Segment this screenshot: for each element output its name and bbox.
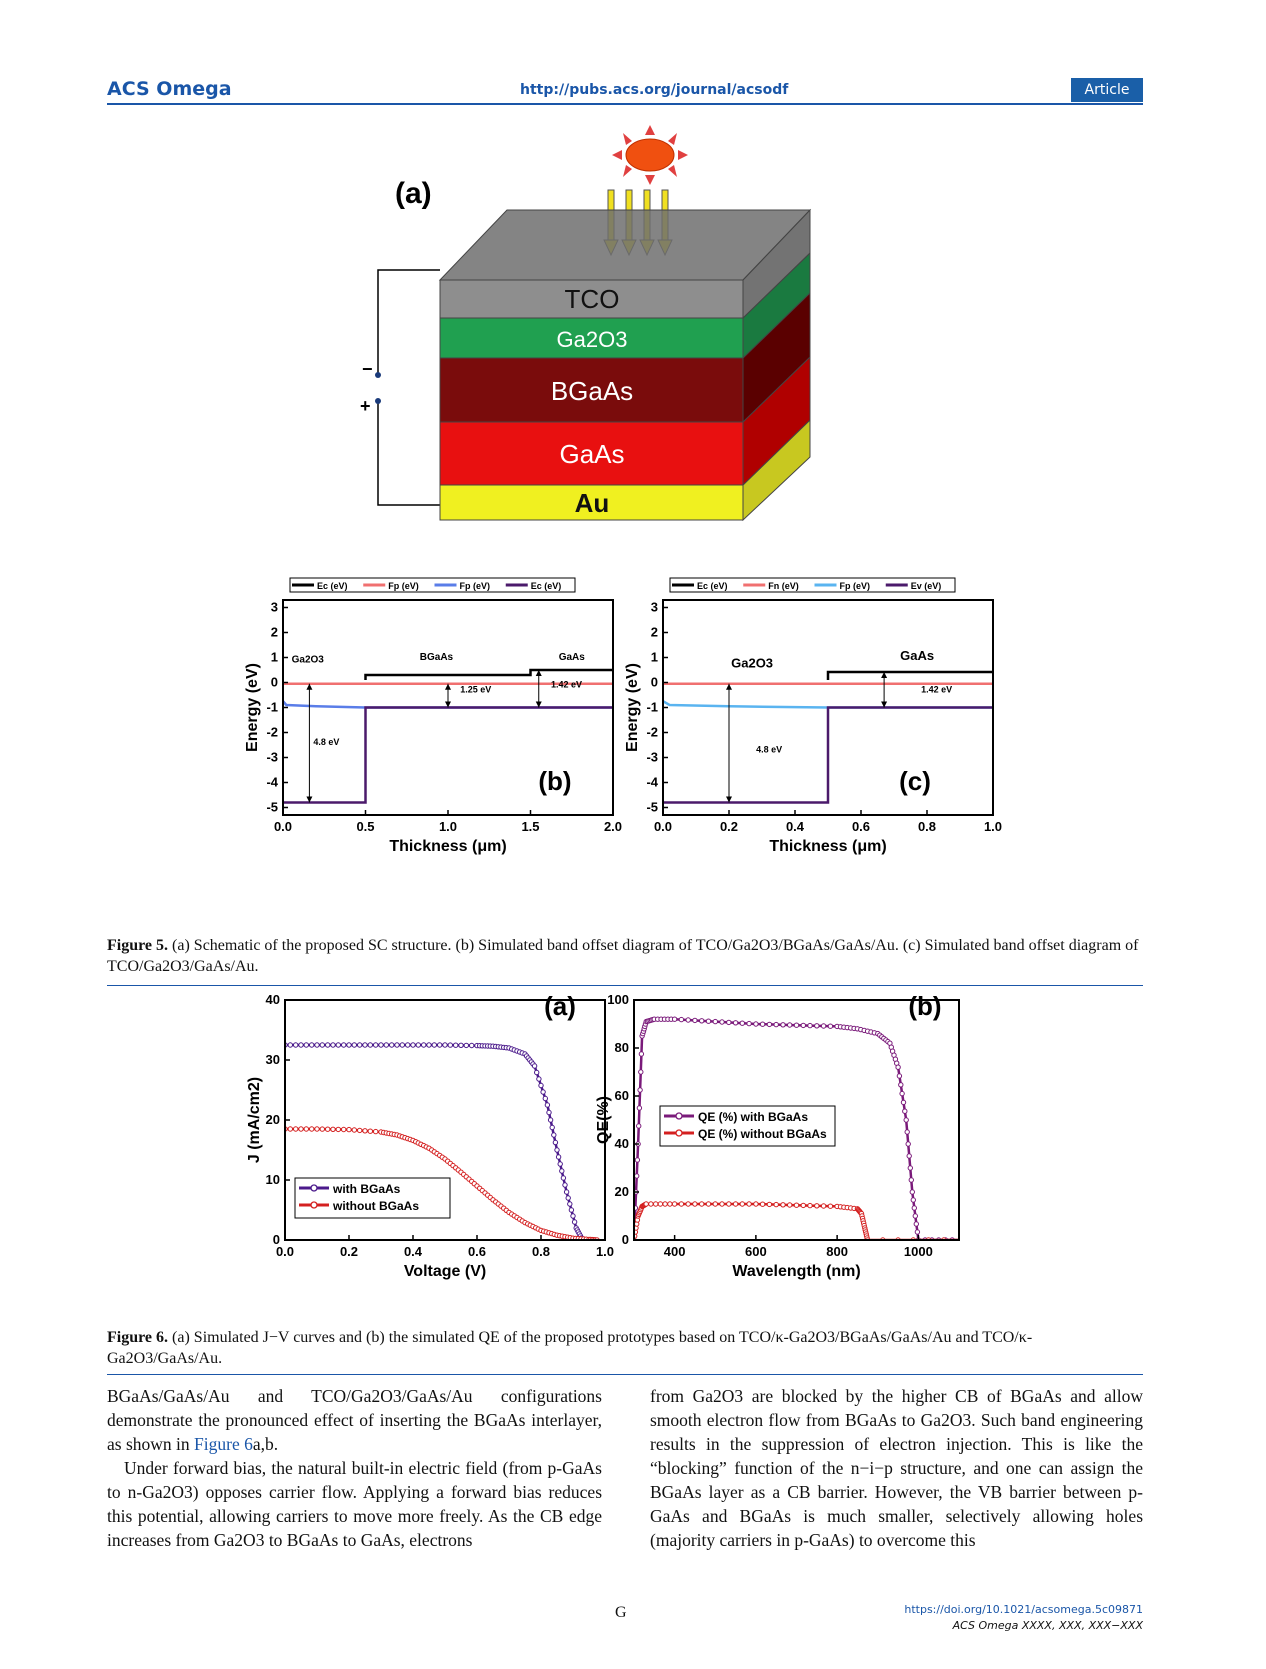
y-tick-label: -2	[646, 724, 658, 740]
data-point	[336, 1043, 340, 1047]
legend-label: Ec (eV)	[697, 581, 728, 591]
data-point	[560, 1169, 564, 1173]
data-point	[903, 1109, 907, 1113]
page-number: G	[615, 1604, 627, 1621]
data-point	[706, 1202, 710, 1206]
x-tick-label: 0.8	[917, 819, 937, 834]
journal-name[interactable]: ACS Omega	[107, 78, 232, 100]
data-point	[679, 1202, 683, 1206]
x-tick-label: 1.0	[595, 1244, 615, 1259]
y-tick-label: -3	[266, 749, 278, 765]
panel-label: (b)	[908, 991, 942, 1021]
header-rule	[107, 103, 1143, 105]
data-point	[552, 1133, 556, 1137]
data-point	[331, 1127, 335, 1131]
data-point	[794, 1203, 798, 1207]
y-tick-label: 60	[614, 1088, 629, 1103]
data-point	[416, 1043, 420, 1047]
data-point	[686, 1202, 690, 1206]
x-axis-label: Thickness (μm)	[389, 838, 507, 855]
y-tick-label: 40	[614, 1136, 629, 1151]
region-label: Ga2O3	[291, 654, 324, 666]
data-point	[294, 1127, 298, 1131]
citation: ACS Omega XXXX, XXX, XXX−XXX	[952, 1619, 1143, 1632]
region-label: GaAs	[558, 652, 585, 663]
data-point	[774, 1202, 778, 1206]
data-point	[406, 1043, 410, 1047]
band-gap-label: 1.42 eV	[551, 679, 583, 690]
legend-label: without BGaAs	[333, 1199, 419, 1213]
data-point	[454, 1043, 458, 1047]
data-point	[679, 1017, 683, 1021]
panel-label: (c)	[899, 766, 931, 796]
data-point	[904, 1118, 908, 1122]
data-point	[342, 1043, 346, 1047]
data-point	[411, 1043, 415, 1047]
legend-label: Fp (eV)	[459, 581, 490, 591]
x-tick-label: 1.5	[521, 819, 540, 834]
x-tick-label: 0.0	[275, 1244, 295, 1259]
data-point	[432, 1043, 436, 1047]
data-point	[545, 1103, 549, 1107]
data-point	[767, 1022, 771, 1026]
data-point	[911, 1198, 915, 1202]
data-point	[896, 1065, 900, 1069]
data-point	[342, 1127, 346, 1131]
layer-label-tco: TCO	[564, 284, 620, 314]
data-point	[713, 1019, 717, 1023]
y-tick-label: 20	[614, 1184, 629, 1199]
data-point	[384, 1043, 388, 1047]
data-point	[672, 1017, 676, 1021]
doi-link[interactable]: https://doi.org/10.1021/acsomega.5c09871	[904, 1603, 1143, 1616]
data-point	[760, 1202, 764, 1206]
y-tick-label: -3	[646, 749, 658, 765]
y-tick-label: 2	[270, 624, 278, 640]
data-point	[720, 1020, 724, 1024]
y-tick-label: -5	[646, 799, 658, 815]
figure5c-chart	[624, 581, 1005, 920]
y-tick-label: -4	[646, 774, 658, 790]
data-point	[828, 1024, 832, 1028]
data-point	[801, 1023, 805, 1027]
x-tick-label: 0.2	[339, 1244, 359, 1259]
region-label: GaAs	[900, 648, 935, 663]
data-point	[379, 1043, 383, 1047]
data-point	[638, 1088, 642, 1092]
data-point	[299, 1043, 303, 1047]
data-point	[368, 1043, 372, 1047]
data-point	[740, 1021, 744, 1025]
data-point	[915, 1230, 919, 1234]
data-point	[740, 1202, 744, 1206]
legend-label: with BGaAs	[333, 1182, 401, 1196]
data-point	[561, 1176, 565, 1180]
y-axis-label: QE(%)	[595, 1096, 612, 1144]
y-tick-label: 0	[621, 1232, 629, 1247]
x-tick-label: 400	[663, 1244, 686, 1259]
x-tick-label: 0.4	[785, 819, 805, 834]
x-tick-label: 0.0	[273, 819, 293, 834]
data-point	[899, 1083, 903, 1087]
data-point	[821, 1024, 825, 1028]
figure5-rule	[107, 985, 1143, 986]
data-point	[294, 1043, 298, 1047]
article-badge: Article	[1071, 78, 1143, 102]
data-point	[733, 1202, 737, 1206]
y-tick-label: 0	[650, 674, 658, 690]
data-point	[914, 1222, 918, 1226]
panel-label: (b)	[538, 766, 572, 796]
data-point	[910, 1190, 914, 1194]
legend-label: Ev (eV)	[910, 581, 942, 591]
y-tick-label: 20	[265, 1112, 280, 1127]
data-point	[326, 1043, 330, 1047]
figure5b-chart	[244, 581, 625, 920]
x-tick-label: 2.0	[603, 819, 623, 834]
data-point	[288, 1127, 292, 1131]
x-axis-label: Thickness (μm)	[769, 838, 887, 855]
band-gap-label: 4.8 eV	[313, 737, 340, 747]
y-tick-label: 0	[272, 1232, 280, 1247]
data-point	[572, 1220, 576, 1224]
data-point	[358, 1043, 362, 1047]
data-point	[358, 1128, 362, 1132]
data-point	[672, 1202, 676, 1206]
y-tick-label: 80	[614, 1040, 629, 1055]
data-point	[713, 1202, 717, 1206]
data-point	[767, 1202, 771, 1206]
data-point	[310, 1127, 314, 1131]
data-point	[828, 1204, 832, 1208]
plus-terminal: +	[360, 396, 371, 416]
legend-label: Ec (eV)	[530, 581, 562, 591]
data-point	[566, 1196, 570, 1200]
band-gap-label: 1.25 eV	[460, 684, 492, 695]
figure6a-chart	[246, 991, 625, 1305]
data-point	[347, 1127, 351, 1131]
data-point	[368, 1129, 372, 1133]
x-tick-label: 1.0	[983, 819, 1003, 834]
y-tick-label: -1	[266, 699, 278, 715]
panel-label: (a)	[544, 991, 576, 1021]
data-point	[658, 1202, 662, 1206]
data-point	[569, 1208, 573, 1212]
data-point	[913, 1214, 917, 1218]
data-point	[558, 1162, 562, 1166]
data-point	[532, 1064, 536, 1068]
data-point	[299, 1127, 303, 1131]
data-point	[747, 1021, 751, 1025]
paragraph-2: Under forward bias, the natural built-in electric field (from p-GaAs to n-Ga2O3) opposes carrier flow. Applying a forward bias reduces this potential, allowing carriers to move more freely. As the CB edge increases from Ga2O3 to BGaAs to GaAs, electrons	[107, 1458, 602, 1550]
data-point	[720, 1202, 724, 1206]
data-point	[637, 1106, 641, 1110]
data-point	[395, 1043, 399, 1047]
y-tick-label: 10	[265, 1172, 280, 1187]
legend-marker	[676, 1130, 682, 1136]
figure6-caption-text: (a) Simulated J−V curves and (b) the simulated QE of the proposed prototypes based on TCO/κ-Ga2O3/BGaAs/GaAs/Au and TCO/κ-Ga2O3/GaAs/Au.	[107, 1329, 1033, 1367]
data-point	[760, 1022, 764, 1026]
data-point	[310, 1043, 314, 1047]
data-point	[635, 1174, 639, 1178]
legend-marker	[311, 1202, 317, 1208]
data-point	[564, 1190, 568, 1194]
data-point	[781, 1203, 785, 1207]
data-point	[663, 1202, 667, 1206]
data-point	[541, 1090, 545, 1094]
y-tick-label: -1	[646, 699, 658, 715]
data-point	[326, 1127, 330, 1131]
data-point	[637, 1124, 641, 1128]
data-point	[304, 1127, 308, 1131]
data-point	[363, 1129, 367, 1133]
data-point	[754, 1022, 758, 1026]
data-point	[537, 1077, 541, 1081]
y-tick-label: 1	[650, 649, 658, 665]
data-point	[422, 1043, 426, 1047]
data-point	[320, 1043, 324, 1047]
data-point	[550, 1125, 554, 1129]
data-point	[470, 1043, 474, 1047]
y-axis-label: J (mA/cm2)	[246, 1076, 263, 1164]
series-line-0	[366, 670, 614, 680]
data-point	[733, 1021, 737, 1025]
x-tick-label: 0.8	[531, 1244, 551, 1259]
data-point	[727, 1202, 731, 1206]
series-line-3	[663, 708, 993, 803]
y-tick-label: 3	[270, 599, 278, 615]
data-point	[347, 1043, 351, 1047]
sun-icon	[612, 125, 688, 185]
data-point	[539, 1083, 543, 1087]
x-tick-label: 1.0	[438, 819, 458, 834]
y-tick-label: 1	[270, 649, 278, 665]
data-point	[774, 1022, 778, 1026]
x-tick-label: 0.0	[653, 819, 673, 834]
data-point	[438, 1043, 442, 1047]
layer-label-bgaas: BGaAs	[550, 376, 634, 406]
x-tick-label: 0.6	[851, 819, 871, 834]
data-point	[427, 1043, 431, 1047]
data-point	[304, 1043, 308, 1047]
data-point	[374, 1043, 378, 1047]
data-point	[563, 1183, 567, 1187]
y-tick-label: -2	[266, 724, 278, 740]
data-point	[639, 1052, 643, 1056]
figure5a-schematic	[360, 125, 880, 555]
data-point	[288, 1043, 292, 1047]
data-point	[543, 1096, 547, 1100]
data-point	[400, 1043, 404, 1047]
legend-label: Fp (eV)	[388, 581, 419, 591]
series-line-0	[828, 672, 993, 680]
legend-label: QE (%) with BGaAs	[698, 1110, 809, 1124]
data-point	[747, 1202, 751, 1206]
data-point	[906, 1142, 910, 1146]
data-point	[909, 1178, 913, 1182]
data-point	[363, 1043, 367, 1047]
data-point	[336, 1127, 340, 1131]
data-point	[700, 1202, 704, 1206]
data-point	[315, 1127, 319, 1131]
data-point	[331, 1043, 335, 1047]
band-gap-label: 4.8 eV	[756, 744, 783, 755]
minus-terminal: −	[362, 359, 373, 379]
layer-label-ga2o3: Ga2O3	[556, 327, 628, 352]
data-point	[315, 1043, 319, 1047]
paragraph-1: BGaAs/GaAs/Au and TCO/Ga2O3/GaAs/Au configurations demonstrate the pronounced effect of inserting the BGaAs interlayer, as shown in Figure 6a,b.	[107, 1386, 602, 1454]
layer-label-gaas: GaAs	[559, 439, 625, 469]
figure5a-label: (a)	[395, 177, 432, 210]
data-point	[568, 1202, 572, 1206]
data-point	[788, 1023, 792, 1027]
figure6-rule	[107, 1374, 1143, 1375]
data-point	[320, 1127, 324, 1131]
data-point	[900, 1091, 904, 1095]
data-point	[654, 1202, 658, 1206]
x-axis-label: Voltage (V)	[403, 1263, 487, 1280]
data-point	[668, 1202, 672, 1206]
y-tick-label: 2	[650, 624, 658, 640]
legend-label: Ec (eV)	[317, 581, 348, 591]
figure5-caption-text: (a) Schematic of the proposed SC structure. (b) Simulated band offset diagram of TCO/Ga2O3/BGaAs/GaAs/Au. (c) Simulated band offset diagram of TCO/Ga2O3/GaAs/Au.	[107, 937, 1139, 975]
data-point	[553, 1140, 557, 1144]
data-point	[727, 1020, 731, 1024]
y-tick-label: -5	[266, 799, 278, 815]
data-point	[548, 1118, 552, 1122]
data-point	[801, 1203, 805, 1207]
x-tick-label: 0.5	[356, 819, 375, 834]
x-tick-label: 0.2	[719, 819, 739, 834]
data-point	[644, 1202, 648, 1206]
data-point	[639, 1070, 643, 1074]
data-point	[374, 1129, 378, 1133]
figure5-caption	[107, 935, 1143, 977]
data-point	[693, 1202, 697, 1206]
data-point	[649, 1202, 653, 1206]
y-tick-label: 100	[607, 992, 629, 1007]
journal-url[interactable]: http://pubs.acs.org/journal/acsodf	[520, 82, 789, 98]
data-point	[781, 1023, 785, 1027]
y-tick-label: 0	[270, 674, 278, 690]
x-tick-label: 0.4	[403, 1244, 423, 1259]
x-axis-label: Wavelength (nm)	[732, 1263, 861, 1280]
y-tick-label: -4	[266, 774, 278, 790]
data-point	[571, 1214, 575, 1218]
data-point	[905, 1130, 909, 1134]
data-point	[901, 1100, 905, 1104]
series-line-1	[634, 1204, 959, 1240]
figure6-caption	[107, 1327, 1143, 1369]
region-label: BGaAs	[419, 652, 454, 663]
figure6-caption-label: Figure 6.	[107, 1329, 169, 1346]
data-point	[908, 1166, 912, 1170]
legend-label: Fp (eV)	[839, 581, 870, 591]
data-point	[459, 1043, 463, 1047]
y-axis-label: Energy (eV)	[244, 663, 261, 752]
data-point	[815, 1204, 819, 1208]
data-point	[555, 1148, 559, 1152]
data-point	[754, 1202, 758, 1206]
data-point	[788, 1203, 792, 1207]
layer-label-au: Au	[574, 488, 610, 518]
layer-tco	[440, 210, 810, 318]
band-gap-label: 1.42 eV	[921, 684, 953, 695]
data-point	[693, 1018, 697, 1022]
data-point	[390, 1043, 394, 1047]
data-point	[706, 1019, 710, 1023]
x-tick-label: 800	[826, 1244, 848, 1259]
data-point	[535, 1070, 539, 1074]
data-point	[700, 1019, 704, 1023]
legend-marker	[676, 1113, 682, 1119]
data-point	[464, 1043, 468, 1047]
legend-label: Fn (eV)	[768, 581, 799, 591]
x-tick-label: 1000	[903, 1244, 933, 1259]
data-point	[821, 1204, 825, 1208]
region-label: Ga2O3	[731, 655, 774, 671]
data-point	[352, 1128, 356, 1132]
data-point	[556, 1155, 560, 1159]
data-point	[897, 1074, 901, 1078]
data-point	[808, 1203, 812, 1207]
body-column-left	[107, 1384, 602, 1552]
data-point	[912, 1206, 916, 1210]
data-point	[686, 1018, 690, 1022]
data-point	[907, 1154, 911, 1158]
data-point	[808, 1023, 812, 1027]
data-point	[448, 1043, 452, 1047]
data-point	[815, 1024, 819, 1028]
figure6b-chart	[595, 991, 1005, 1305]
data-point	[635, 1158, 639, 1162]
figure5-caption-label: Figure 5.	[107, 937, 169, 954]
figure6-link[interactable]: Figure 6	[194, 1434, 253, 1454]
data-point	[547, 1110, 551, 1114]
data-point	[443, 1043, 447, 1047]
body-column-right: from Ga2O3 are blocked by the higher CB of BGaAs and allow smooth electron flow from BGaAs to Ga2O3. Such band engineering results in the suppression of electron injection. This is like the “blocking” function of the n−i−p structure, and one can assign the BGaAs layer as a CB barrier. However, the VB barrier between p-GaAs and BGaAs is much smaller, selectively allowing holes (majority carriers in p-GaAs) to overcome this	[650, 1386, 1143, 1550]
y-tick-label: 40	[265, 992, 280, 1007]
x-tick-label: 0.6	[467, 1244, 487, 1259]
legend-label: QE (%) without BGaAs	[698, 1127, 827, 1141]
y-axis-label: Energy (eV)	[624, 663, 641, 752]
y-tick-label: 3	[650, 599, 658, 615]
data-point	[794, 1023, 798, 1027]
data-point	[352, 1043, 356, 1047]
y-tick-label: 30	[265, 1052, 280, 1067]
x-tick-label: 600	[745, 1244, 767, 1259]
legend-marker	[311, 1185, 317, 1191]
